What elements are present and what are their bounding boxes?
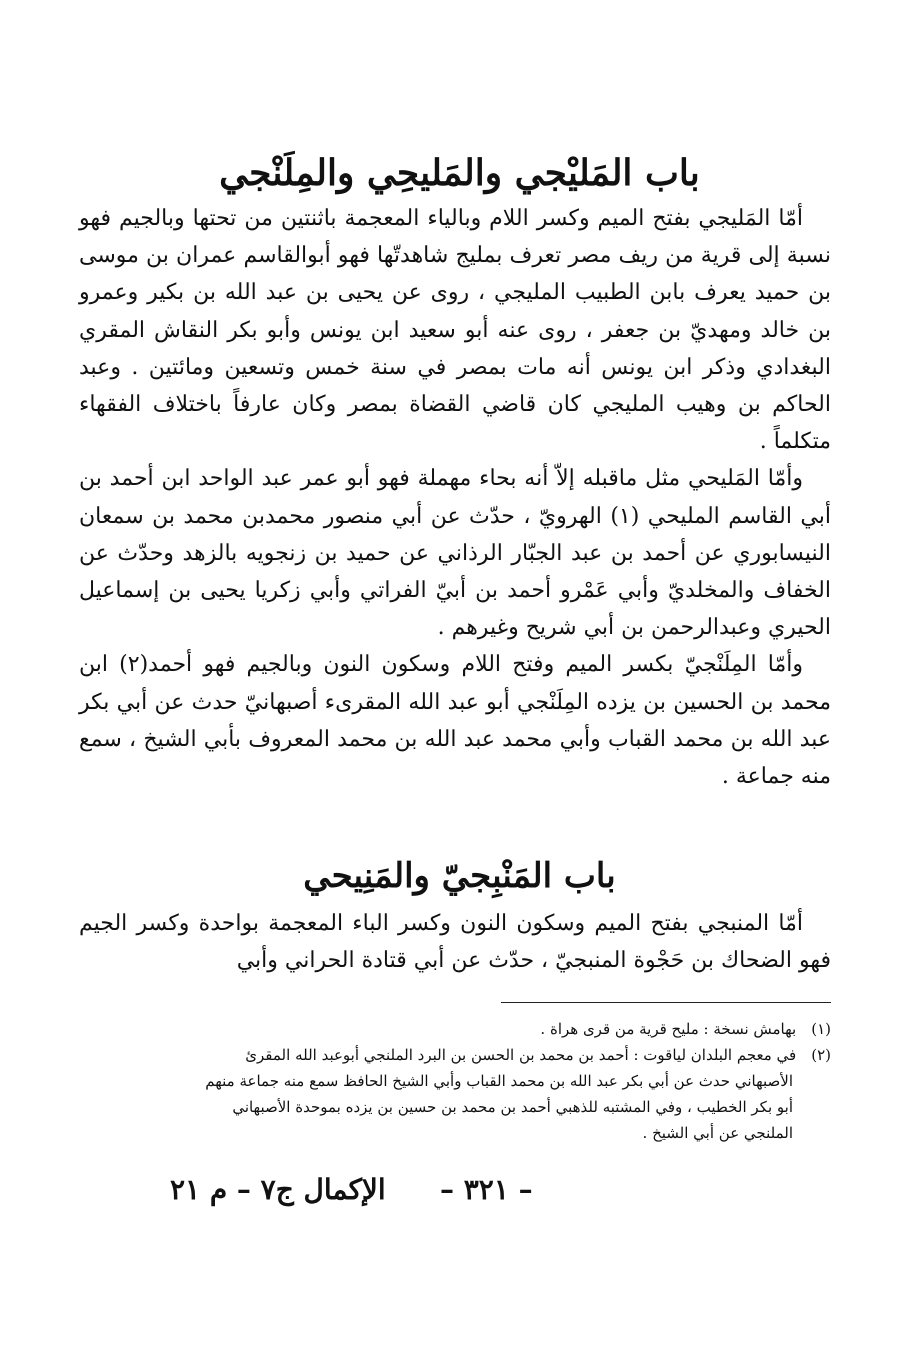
section-1-body bbox=[79, 200, 831, 795]
section-2-body bbox=[79, 905, 831, 979]
chapter-heading-2: باب المَنْبِجيّ والمَنِيحي bbox=[303, 856, 616, 896]
footnote-2-line-2: الأصبهاني حدث عن أبي بكر عبد الله بن محمد القباب وأبي الشيخ الحافظ سمع منه جماعة منهم bbox=[205, 1072, 793, 1090]
book-reference: الإكمال ج٧ – م ٢١ bbox=[170, 1173, 386, 1206]
footnote-1-number: (١) bbox=[811, 1020, 831, 1038]
footnote-2-line-4: الملنجي عن أبي الشيخ . bbox=[642, 1124, 793, 1142]
paragraph-3: وأمّا المِلَنْجيّ بكسر الميم وفتح اللام وسكون النون وبالجيم فهو أحمد(٢) ابن محمد بن الحسين بن يزده المِلَنْجي أبو عبد الله المقرىء أصبهانيّ حدث عن أبي بكر عبد الله بن محمد القباب وأبي محمد عبد الله بن محمد المعروف بأبي الشيخ ، سمع منه جماعة . bbox=[79, 652, 831, 790]
footnote-2-text: في معجم البلدان لياقوت : أحمد بن محمد بن الحسن بن البرد الملنجي أبوعبد الله المقرئ bbox=[245, 1046, 797, 1064]
footnote-2-line-3: أبو بكر الخطيب ، وفي المشتبه للذهبي أحمد بن محمد بن حسين بن يزده بموحدة الأصبهاني bbox=[232, 1098, 793, 1116]
footnotes bbox=[79, 1016, 831, 1146]
page-number: – ٣٢١ – bbox=[440, 1173, 533, 1206]
paragraph-2: وأمّا المَليحي مثل ماقبله إلاّ أنه بحاء مهملة فهو أبو عمر عبد الواحد ابن أحمد بن أبي القاسم المليحي (١) الهرويّ ، حدّث عن أبي منصور محمدبن محمد بن سمعان النيسابوري عن أحمد بن عبد الجبّار الرذاني عن حميد بن زنجويه بالزهد وحدّث عن الخفاف والمخلديّ وأبي عَمْرو أحمد بن أبيّ الفراتي وأبي زكريا يحيى بن إسماعيل الحيري وعبدالرحمن بن أبي شريح وغيرهم . bbox=[79, 466, 831, 641]
footnote-1 bbox=[79, 1016, 831, 1042]
chapter-heading-1: باب المَليْجي والمَليحِي والمِلَنْجي bbox=[219, 152, 700, 194]
footnote-separator bbox=[501, 1002, 831, 1003]
paragraph-4: أمّا المنبجي بفتح الميم وسكون النون وكسر الباء المعجمة بواحدة وكسر الجيم فهو الضحاك بن حَجْوة المنبجيّ ، حدّث عن أبي قتادة الحراني وأبي bbox=[79, 911, 831, 974]
paragraph-1: أمّا المَليجي بفتح الميم وكسر اللام وبالياء المعجمة باثنتين من تحتها وبالجيم فهو نسبة إلى قرية من ريف مصر تعرف بمليج شاهدتّها فهو أبوالقاسم عمران بن موسى بن حميد يعرف بابن الطبيب المليجي ، روى عن يحيى بن عبد الله بن بكير وعمرو بن خالد ومهديّ بن جعفر ، روى عنه أبو سعيد ابن يونس وأبو بكر النقاش المقري البغدادي وذكر ابن يونس أنه مات بمصر في سنة خمس وتسعين ومائتين . وعبد الحاكم بن وهيب المليجي كان قاضي القضاة بمصر وكان عارفاً باختلاف الفقهاء متكلماً . bbox=[79, 206, 831, 455]
footnote-2 bbox=[79, 1042, 831, 1068]
footnote-2-number: (٢) bbox=[811, 1046, 831, 1064]
footnote-1-text: بهامش نسخة : مليح قرية من قرى هراة . bbox=[540, 1020, 797, 1038]
